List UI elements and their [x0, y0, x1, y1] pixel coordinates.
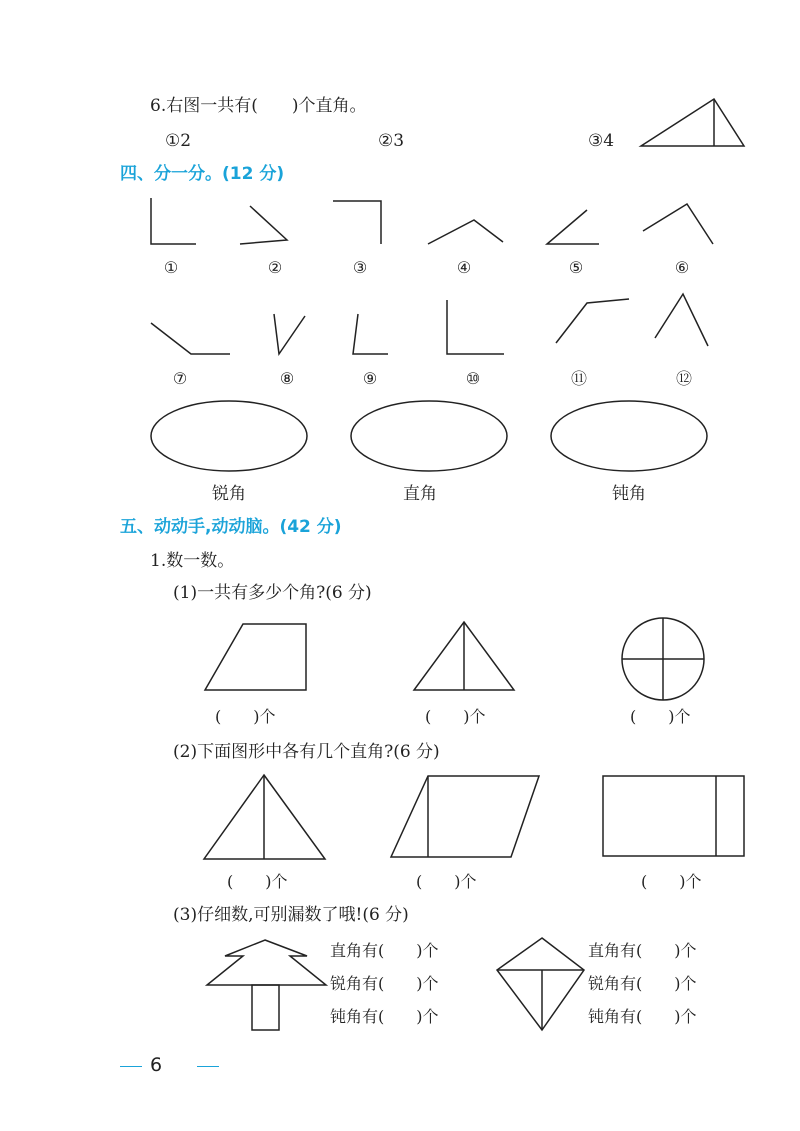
footer-dash-left	[120, 1066, 142, 1067]
sub-question-1-title: (1)一共有多少个角?(6 分)	[173, 583, 372, 603]
kite-obtuse-angles[interactable]: 钝角有( )个	[588, 1007, 697, 1026]
page-number: 6	[150, 1054, 163, 1076]
kite-right-angles[interactable]: 直角有( )个	[588, 941, 697, 960]
tree-top	[207, 940, 326, 985]
sub-question-3-title: (3)仔细数,可别漏数了哦!(6 分)	[173, 905, 409, 925]
category-acute: 锐角	[212, 484, 246, 504]
tree-obtuse-angles[interactable]: 钝角有( )个	[330, 1007, 439, 1026]
sub1-answer-1[interactable]: ( )个	[215, 707, 276, 726]
footer-dash-right	[197, 1066, 219, 1067]
angle-label-3: ③	[352, 258, 368, 277]
section-5-title: 五、动动手,动动脑。(42 分)	[120, 517, 342, 537]
kite-acute-angles[interactable]: 锐角有( )个	[588, 974, 697, 993]
tree-trunk	[252, 985, 279, 1030]
angle-label-11: ⑪	[570, 369, 587, 388]
angle-label-9: ⑨	[362, 369, 378, 388]
category-right: 直角	[403, 484, 437, 504]
sub2-answer-3[interactable]: ( )个	[641, 872, 702, 891]
q6-option-3: ③4	[588, 131, 615, 151]
q6-option-1: ①2	[165, 131, 192, 151]
sub2-answer-1[interactable]: ( )个	[227, 872, 288, 891]
sub2-answer-2[interactable]: ( )个	[416, 872, 477, 891]
section-4-title: 四、分一分。(12 分)	[120, 164, 285, 184]
angle-label-5: ⑤	[568, 258, 584, 277]
question-1-title: 1.数一数。	[150, 551, 235, 571]
angle-label-2: ②	[267, 258, 283, 277]
q6-option-2: ②3	[378, 131, 405, 151]
angle-label-12: ⑫	[675, 369, 692, 388]
question-6-text: 6.右图一共有( )个直角。	[150, 96, 367, 116]
sub1-answer-2[interactable]: ( )个	[425, 707, 486, 726]
angle-label-6: ⑥	[674, 258, 690, 277]
angle-label-4: ④	[456, 258, 472, 277]
angle-label-7: ⑦	[172, 369, 188, 388]
kite	[497, 938, 584, 1030]
sub-question-2-title: (2)下面图形中各有几个直角?(6 分)	[173, 742, 440, 762]
angle-label-8: ⑧	[279, 369, 295, 388]
angle-label-10: ⑩	[465, 369, 481, 388]
tree-acute-angles[interactable]: 锐角有( )个	[330, 974, 439, 993]
angle-label-1: ①	[163, 258, 179, 277]
sub1-answer-3[interactable]: ( )个	[630, 707, 691, 726]
category-obtuse: 钝角	[612, 484, 646, 504]
tree-right-angles[interactable]: 直角有( )个	[330, 941, 439, 960]
